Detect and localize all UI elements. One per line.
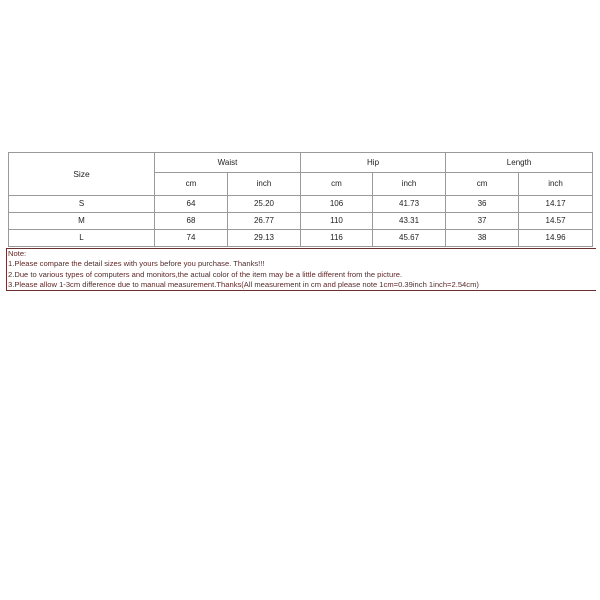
table-cell: 14.17 [519, 196, 593, 213]
unit-header-cell: cm [301, 173, 373, 196]
size-label-cell: M [9, 213, 155, 230]
unit-header-cell: cm [155, 173, 228, 196]
group-header-row [9, 153, 593, 173]
table-cell: 14.57 [519, 213, 593, 230]
group-header-length: Length [446, 153, 593, 173]
table-row [9, 230, 593, 247]
notes-section [6, 248, 596, 291]
unit-header-cell: cm [446, 173, 519, 196]
group-header-waist: Waist [155, 153, 301, 173]
table-cell: 68 [155, 213, 228, 230]
size-chart-table [8, 152, 593, 247]
table-cell: 41.73 [373, 196, 446, 213]
table-cell: 38 [446, 230, 519, 247]
table-cell: 110 [301, 213, 373, 230]
table-cell: 116 [301, 230, 373, 247]
table-cell: 45.67 [373, 230, 446, 247]
unit-header-cell: inch [373, 173, 446, 196]
table-cell: 106 [301, 196, 373, 213]
table-cell: 36 [446, 196, 519, 213]
note-line-1: 1.Please compare the detail sizes with yours before you purchase. Thanks!!! [6, 259, 596, 269]
table-row [9, 213, 593, 230]
table-cell: 29.13 [228, 230, 301, 247]
group-header-hip: Hip [301, 153, 446, 173]
unit-header-cell: inch [519, 173, 593, 196]
note-line-3: 3.Please allow 1-3cm difference due to manual measurement.Thanks(All measurement in cm and please note 1cm=0.39inch 1inch=2.54cm) [6, 280, 596, 291]
size-label-cell: S [9, 196, 155, 213]
unit-header-cell: inch [228, 173, 301, 196]
table-row [9, 196, 593, 213]
table-cell: 14.96 [519, 230, 593, 247]
table-cell: 74 [155, 230, 228, 247]
table-cell: 25.20 [228, 196, 301, 213]
notes-title: Note: [6, 248, 596, 259]
size-label-cell: L [9, 230, 155, 247]
table-cell: 43.31 [373, 213, 446, 230]
table-cell: 64 [155, 196, 228, 213]
note-line-2: 2.Due to various types of computers and monitors,the actual color of the item may be a little different from the picture. [6, 270, 596, 280]
table-cell: 26.77 [228, 213, 301, 230]
table-cell: 37 [446, 213, 519, 230]
size-header-cell: Size [9, 153, 155, 196]
